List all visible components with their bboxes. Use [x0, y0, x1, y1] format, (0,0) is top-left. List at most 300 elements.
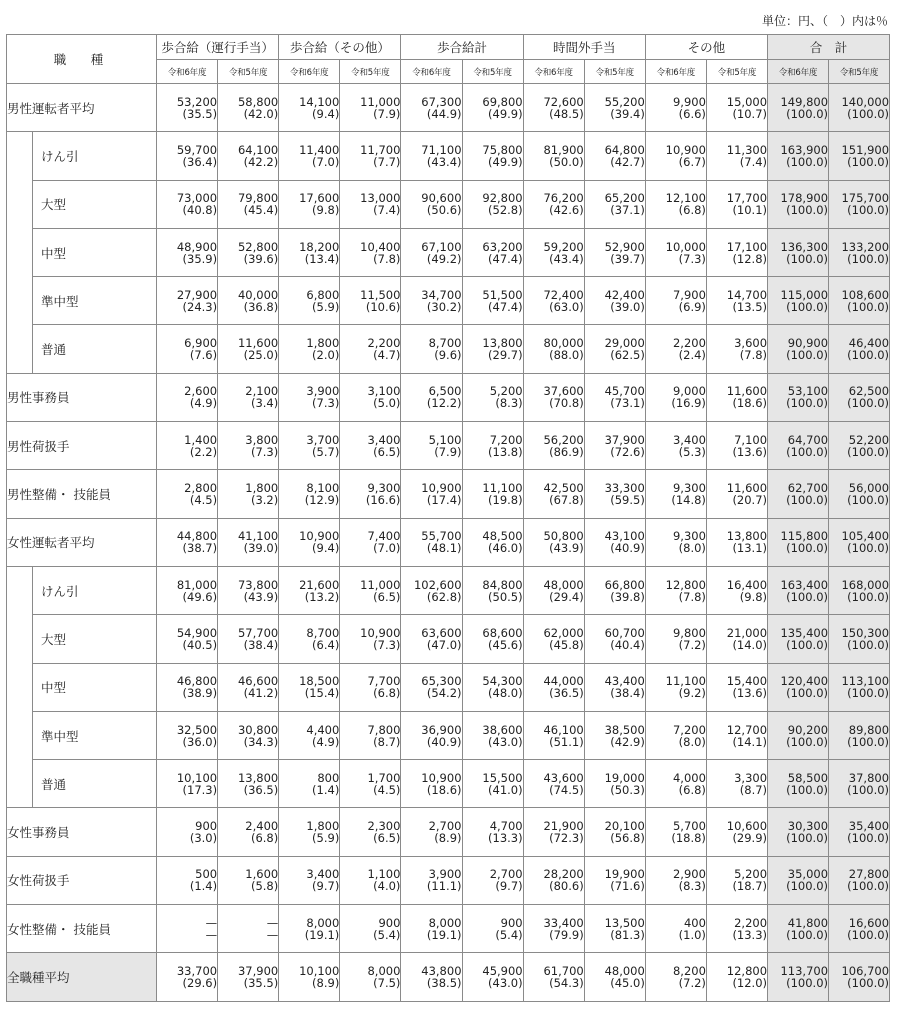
percentage: (45.6): [488, 637, 523, 652]
amount: 168,000: [841, 577, 890, 592]
percentage: (50.5): [488, 589, 523, 604]
percentage: (36.5): [549, 686, 584, 701]
amount: 8,200: [672, 963, 706, 978]
amount: 62,700: [787, 481, 829, 496]
value-cell: [340, 180, 401, 228]
group-header: 合 計: [768, 35, 890, 60]
amount: 2,200: [734, 915, 768, 930]
value-cell: [462, 180, 523, 228]
value-cell: [218, 228, 279, 276]
value-cell: [218, 518, 279, 566]
value-cell: [157, 808, 218, 856]
value-cell: [706, 422, 767, 470]
row-label: けん引: [33, 132, 157, 180]
percentage: (50.3): [610, 782, 645, 797]
value-cell: [523, 422, 584, 470]
percentage: (6.4): [312, 637, 340, 652]
percentage: (5.4): [373, 927, 401, 942]
value-cell: [218, 663, 279, 711]
amount: 71,100: [421, 142, 462, 157]
percentage: (4.7): [373, 348, 401, 363]
amount: 45,700: [604, 384, 645, 399]
percentage: (19.1): [426, 927, 462, 942]
percentage: (1.0): [678, 927, 706, 942]
amount: 12,800: [726, 963, 768, 978]
amount: 29,000: [604, 336, 645, 351]
amount: 178,900: [780, 191, 829, 206]
value-cell: [401, 422, 462, 470]
value-cell: [768, 228, 829, 276]
percentage: (100.0): [847, 686, 890, 701]
amount: 52,900: [604, 239, 645, 254]
percentage: (50.6): [426, 203, 462, 218]
value-cell: [584, 422, 645, 470]
value-cell: [706, 84, 767, 132]
row-label: 準中型: [33, 711, 157, 759]
percentage: (29.6): [182, 975, 218, 990]
value-cell: [340, 905, 401, 953]
percentage: (70.8): [549, 396, 584, 411]
percentage: (62.8): [426, 589, 462, 604]
amount: 42,500: [543, 481, 584, 496]
amount: 28,200: [543, 867, 584, 882]
amount: 10,400: [360, 239, 401, 254]
value-cell: [523, 615, 584, 663]
percentage: (42.0): [243, 106, 279, 121]
value-cell: [584, 615, 645, 663]
amount: 46,100: [543, 722, 584, 737]
value-cell: [340, 228, 401, 276]
amount: 53,200: [176, 94, 218, 109]
percentage: (52.8): [488, 203, 523, 218]
amount: 84,800: [482, 577, 523, 592]
percentage: —: [205, 927, 218, 942]
amount: —: [205, 915, 218, 930]
amount: 62,500: [848, 384, 890, 399]
value-cell: [645, 84, 706, 132]
value-cell: [157, 905, 218, 953]
amount: 43,400: [604, 674, 645, 689]
percentage: (11.1): [426, 879, 462, 894]
percentage: (81.3): [610, 927, 645, 942]
value-cell: [401, 905, 462, 953]
table-row: [7, 84, 890, 132]
value-cell: [218, 615, 279, 663]
amount: 800: [317, 770, 340, 785]
value-cell: [829, 711, 890, 759]
percentage: (62.5): [610, 348, 645, 363]
amount: 135,400: [780, 625, 829, 640]
value-cell: [829, 180, 890, 228]
percentage: (54.2): [426, 686, 462, 701]
percentage: (80.6): [549, 879, 584, 894]
value-cell: [462, 84, 523, 132]
table-row: [7, 663, 890, 711]
row-label: 準中型: [33, 277, 157, 325]
percentage: (100.0): [786, 154, 829, 169]
value-cell: [706, 132, 767, 180]
percentage: (18.6): [426, 782, 462, 797]
value-cell: [829, 760, 890, 808]
percentage: (100.0): [786, 396, 829, 411]
value-cell: [768, 856, 829, 904]
table-row: [7, 470, 890, 518]
value-cell: [157, 470, 218, 518]
year-subheader: 令和6年度: [768, 60, 829, 84]
percentage: (100.0): [786, 106, 829, 121]
amount: 89,800: [848, 722, 890, 737]
amount: 48,900: [176, 239, 218, 254]
value-cell: [706, 856, 767, 904]
amount: 41,800: [787, 915, 829, 930]
value-cell: [340, 615, 401, 663]
percentage: (56.8): [610, 831, 645, 846]
amount: 11,600: [237, 336, 279, 351]
percentage: (100.0): [847, 154, 890, 169]
value-cell: [401, 566, 462, 614]
amount: 4,000: [672, 770, 706, 785]
percentage: (6.5): [373, 589, 401, 604]
percentage: (100.0): [786, 734, 829, 749]
percentage: (100.0): [786, 782, 829, 797]
percentage: (100.0): [847, 831, 890, 846]
percentage: (38.4): [243, 637, 279, 652]
amount: 33,700: [176, 963, 218, 978]
amount: 38,500: [604, 722, 645, 737]
value-cell: [829, 132, 890, 180]
percentage: (4.9): [312, 734, 340, 749]
value-cell: [768, 566, 829, 614]
value-cell: [401, 180, 462, 228]
row-label: 女性荷扱手: [7, 856, 157, 904]
percentage: (8.7): [739, 782, 768, 797]
amount: 3,600: [734, 336, 768, 351]
percentage: (13.6): [732, 444, 768, 459]
row-label: 中型: [33, 663, 157, 711]
value-cell: [829, 953, 890, 1001]
amount: 12,800: [665, 577, 706, 592]
percentage: (7.7): [373, 154, 401, 169]
amount: —: [266, 915, 279, 930]
percentage: (40.4): [610, 637, 645, 652]
percentage: (13.3): [732, 927, 768, 942]
value-cell: [768, 953, 829, 1001]
percentage: (7.4): [739, 154, 768, 169]
amount: 36,900: [421, 722, 462, 737]
value-cell: [279, 663, 340, 711]
amount: 90,200: [787, 722, 829, 737]
amount: 58,800: [237, 94, 279, 109]
amount: 106,700: [841, 963, 890, 978]
value-cell: [340, 373, 401, 421]
percentage: (7.8): [373, 251, 401, 266]
amount: 41,100: [237, 529, 279, 544]
percentage: (4.5): [373, 782, 401, 797]
percentage: (8.7): [373, 734, 401, 749]
amount: 67,300: [421, 94, 462, 109]
amount: 10,100: [176, 770, 218, 785]
percentage: (18.6): [732, 396, 768, 411]
amount: 9,900: [672, 94, 706, 109]
amount: 64,800: [604, 142, 645, 157]
value-cell: [462, 470, 523, 518]
percentage: (100.0): [847, 203, 890, 218]
percentage: (48.0): [488, 686, 523, 701]
amount: 3,400: [367, 432, 401, 447]
amount: 3,100: [367, 384, 401, 399]
amount: 65,200: [604, 191, 645, 206]
percentage: (100.0): [847, 299, 890, 314]
value-cell: [462, 856, 523, 904]
value-cell: [157, 180, 218, 228]
group-header: 歩合給（運行手当）: [157, 35, 279, 60]
amount: 35,400: [848, 819, 890, 834]
amount: 14,100: [299, 94, 340, 109]
value-cell: [157, 711, 218, 759]
value-cell: [645, 470, 706, 518]
value-cell: [157, 566, 218, 614]
value-cell: [645, 566, 706, 614]
value-cell: [706, 180, 767, 228]
value-cell: [340, 518, 401, 566]
percentage: (25.0): [243, 348, 279, 363]
percentage: (100.0): [847, 927, 890, 942]
percentage: (13.6): [732, 686, 768, 701]
row-label: 普通: [33, 325, 157, 373]
amount: 61,700: [543, 963, 584, 978]
percentage: (6.9): [678, 299, 706, 314]
value-cell: [829, 84, 890, 132]
value-cell: [829, 856, 890, 904]
value-cell: [584, 808, 645, 856]
amount: 12,100: [665, 191, 706, 206]
value-cell: [768, 615, 829, 663]
amount: 151,900: [841, 142, 890, 157]
amount: 113,100: [841, 674, 890, 689]
percentage: (30.2): [426, 299, 462, 314]
amount: 52,200: [848, 432, 890, 447]
amount: 73,800: [237, 577, 279, 592]
value-cell: [584, 180, 645, 228]
value-cell: [157, 277, 218, 325]
amount: 8,700: [306, 625, 340, 640]
table-row: [7, 615, 890, 663]
amount: 17,600: [299, 191, 340, 206]
table-row: [7, 132, 890, 180]
value-cell: [157, 84, 218, 132]
amount: 59,200: [543, 239, 584, 254]
percentage: (38.5): [426, 975, 462, 990]
amount: 44,000: [543, 674, 584, 689]
percentage: (6.5): [373, 831, 401, 846]
percentage: (10.7): [732, 106, 768, 121]
amount: 30,800: [237, 722, 279, 737]
value-cell: [279, 180, 340, 228]
amount: 21,000: [726, 625, 768, 640]
amount: 30,300: [787, 819, 829, 834]
amount: 1,700: [367, 770, 401, 785]
value-cell: [401, 132, 462, 180]
amount: 9,000: [672, 384, 706, 399]
value-cell: [401, 84, 462, 132]
amount: 11,000: [360, 577, 401, 592]
amount: 12,700: [726, 722, 768, 737]
value-cell: [706, 325, 767, 373]
amount: 149,800: [780, 94, 829, 109]
amount: 48,000: [543, 577, 584, 592]
percentage: (17.4): [426, 493, 462, 508]
value-cell: [645, 373, 706, 421]
value-cell: [462, 277, 523, 325]
value-cell: [523, 905, 584, 953]
value-cell: [768, 132, 829, 180]
amount: 9,800: [672, 625, 706, 640]
amount: 16,400: [726, 577, 768, 592]
percentage: (14.0): [732, 637, 768, 652]
amount: 79,800: [237, 191, 279, 206]
value-cell: [768, 470, 829, 518]
percentage: (41.0): [488, 782, 523, 797]
value-cell: [218, 132, 279, 180]
amount: 7,200: [489, 432, 523, 447]
value-cell: [829, 566, 890, 614]
amount: 56,000: [848, 481, 890, 496]
amount: 81,900: [543, 142, 584, 157]
percentage: (36.0): [182, 734, 218, 749]
value-cell: [768, 422, 829, 470]
value-cell: [462, 711, 523, 759]
amount: 68,600: [482, 625, 523, 640]
percentage: (39.0): [610, 299, 645, 314]
value-cell: [523, 228, 584, 276]
percentage: (36.8): [243, 299, 279, 314]
value-cell: [218, 566, 279, 614]
percentage: (5.0): [373, 396, 401, 411]
amount: 10,900: [421, 770, 462, 785]
percentage: (3.0): [189, 831, 218, 846]
row-label: 男性運転者平均: [7, 84, 157, 132]
amount: 15,500: [482, 770, 523, 785]
value-cell: [157, 422, 218, 470]
amount: 72,400: [543, 287, 584, 302]
amount: 11,600: [726, 481, 768, 496]
amount: 2,600: [184, 384, 218, 399]
value-cell: [829, 228, 890, 276]
value-cell: [584, 277, 645, 325]
amount: 2,100: [245, 384, 279, 399]
amount: 2,200: [367, 336, 401, 351]
percentage: (49.2): [426, 251, 462, 266]
percentage: (6.8): [250, 831, 279, 846]
year-subheader: 令和5年度: [829, 60, 890, 84]
percentage: (100.0): [786, 444, 829, 459]
amount: 10,900: [665, 142, 706, 157]
value-cell: [768, 180, 829, 228]
percentage: (8.9): [312, 975, 340, 990]
value-cell: [157, 373, 218, 421]
value-cell: [523, 663, 584, 711]
percentage: (5.9): [312, 831, 340, 846]
value-cell: [584, 470, 645, 518]
percentage: (100.0): [847, 589, 890, 604]
percentage: (13.1): [732, 541, 768, 556]
amount: 4,400: [306, 722, 340, 737]
percentage: (100.0): [847, 637, 890, 652]
amount: 3,900: [306, 384, 340, 399]
value-cell: [340, 325, 401, 373]
value-cell: [706, 760, 767, 808]
percentage: (7.8): [678, 589, 706, 604]
amount: 18,500: [299, 674, 340, 689]
percentage: (24.3): [182, 299, 218, 314]
amount: 7,800: [367, 722, 401, 737]
amount: 133,200: [841, 239, 890, 254]
value-cell: [340, 953, 401, 1001]
amount: 69,800: [482, 94, 523, 109]
value-cell: [462, 132, 523, 180]
percentage: (7.0): [312, 154, 340, 169]
amount: 115,000: [780, 287, 829, 302]
table-row: [7, 856, 890, 904]
value-cell: [523, 373, 584, 421]
percentage: (48.5): [549, 106, 584, 121]
amount: 163,900: [780, 142, 829, 157]
percentage: (9.2): [678, 686, 706, 701]
amount: 17,700: [726, 191, 768, 206]
amount: 1,800: [245, 481, 279, 496]
amount: 45,900: [482, 963, 523, 978]
percentage: (7.2): [678, 975, 706, 990]
percentage: (35.5): [182, 106, 218, 121]
value-cell: [279, 277, 340, 325]
percentage: (100.0): [786, 879, 829, 894]
amount: 52,800: [237, 239, 279, 254]
value-cell: [523, 808, 584, 856]
percentage: (100.0): [786, 493, 829, 508]
amount: 8,000: [306, 915, 340, 930]
group-header: その他: [645, 35, 767, 60]
amount: 1,600: [245, 867, 279, 882]
value-cell: [523, 518, 584, 566]
percentage: (100.0): [847, 493, 890, 508]
amount: 63,200: [482, 239, 523, 254]
amount: 5,200: [734, 867, 768, 882]
percentage: (43.9): [549, 541, 584, 556]
value-cell: [462, 760, 523, 808]
row-label: 普通: [33, 760, 157, 808]
value-cell: [584, 132, 645, 180]
amount: 7,100: [734, 432, 768, 447]
amount: 1,800: [306, 336, 340, 351]
value-cell: [462, 228, 523, 276]
amount: 32,500: [176, 722, 218, 737]
amount: 80,000: [543, 336, 584, 351]
percentage: (1.4): [312, 782, 340, 797]
amount: 63,600: [421, 625, 462, 640]
amount: 53,100: [787, 384, 829, 399]
value-cell: [401, 228, 462, 276]
value-cell: [645, 856, 706, 904]
value-cell: [462, 808, 523, 856]
percentage: (3.2): [250, 493, 279, 508]
value-cell: [645, 132, 706, 180]
value-cell: [645, 180, 706, 228]
percentage: (49.9): [488, 106, 523, 121]
amount: 16,600: [848, 915, 890, 930]
amount: 43,100: [604, 529, 645, 544]
amount: 3,700: [306, 432, 340, 447]
percentage: (72.6): [610, 444, 645, 459]
